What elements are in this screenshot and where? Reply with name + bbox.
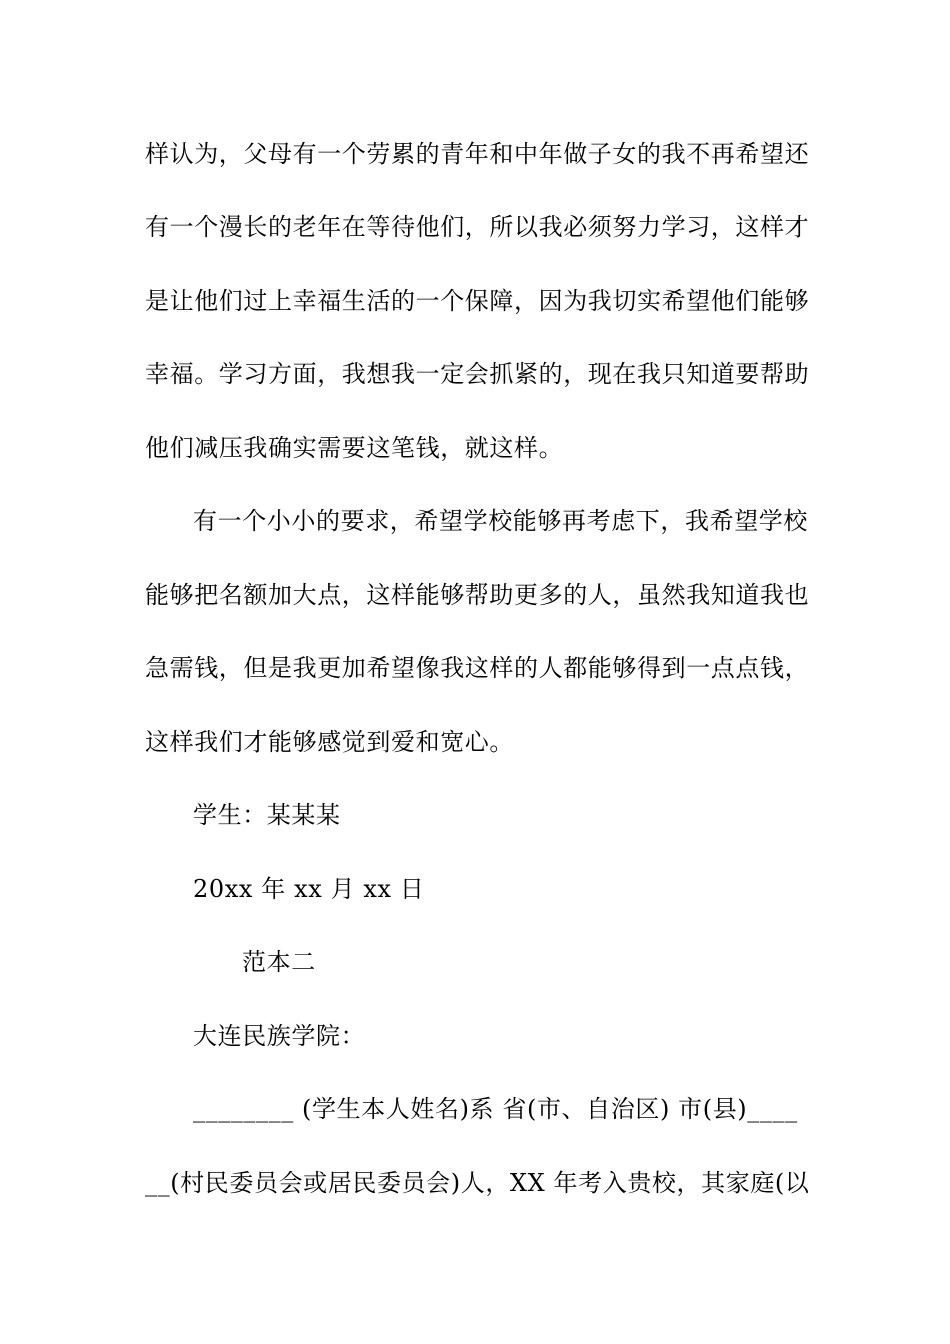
paragraph-line: 有一个小小的要求，希望学校能够再考虑下，我希望学校 <box>193 507 808 535</box>
paragraph-line: 幸福。学习方面，我想我一定会抓紧的，现在我只知道要帮助 <box>145 360 810 388</box>
paragraph-line: 有一个漫长的老年在等待他们，所以我必须努力学习，这样才 <box>145 213 810 241</box>
paragraph-line: __(村民委员会或居民委员会)人，XX 年考入贵校，其家庭(以 <box>145 1169 810 1197</box>
paragraph-line: 这样我们才能够感觉到爱和宽心。 <box>145 728 514 756</box>
signature-student: 学生：某某某 <box>193 801 341 829</box>
letter-salutation: 大连民族学院： <box>193 1022 366 1050</box>
paragraph-line: ________ (学生本人姓名)系 省(市、自治区) 市(县)____ <box>193 1095 798 1123</box>
paragraph-line: 是让他们过上幸福生活的一个保障，因为我切实希望他们能够 <box>145 287 810 315</box>
paragraph-line: 他们减压我确实需要这笔钱，就这样。 <box>145 434 564 462</box>
section-heading: 范本二 <box>242 948 316 976</box>
paragraph-line: 急需钱，但是我更加希望像我这样的人都能够得到一点点钱， <box>145 654 810 682</box>
paragraph-line: 能够把名额加大点，这样能够帮助更多的人，虽然我知道我也 <box>145 581 810 609</box>
signature-date: 20xx 年 xx 月 xx 日 <box>193 875 425 903</box>
paragraph-line: 样认为，父母有一个劳累的青年和中年做子女的我不再希望还 <box>145 140 810 168</box>
